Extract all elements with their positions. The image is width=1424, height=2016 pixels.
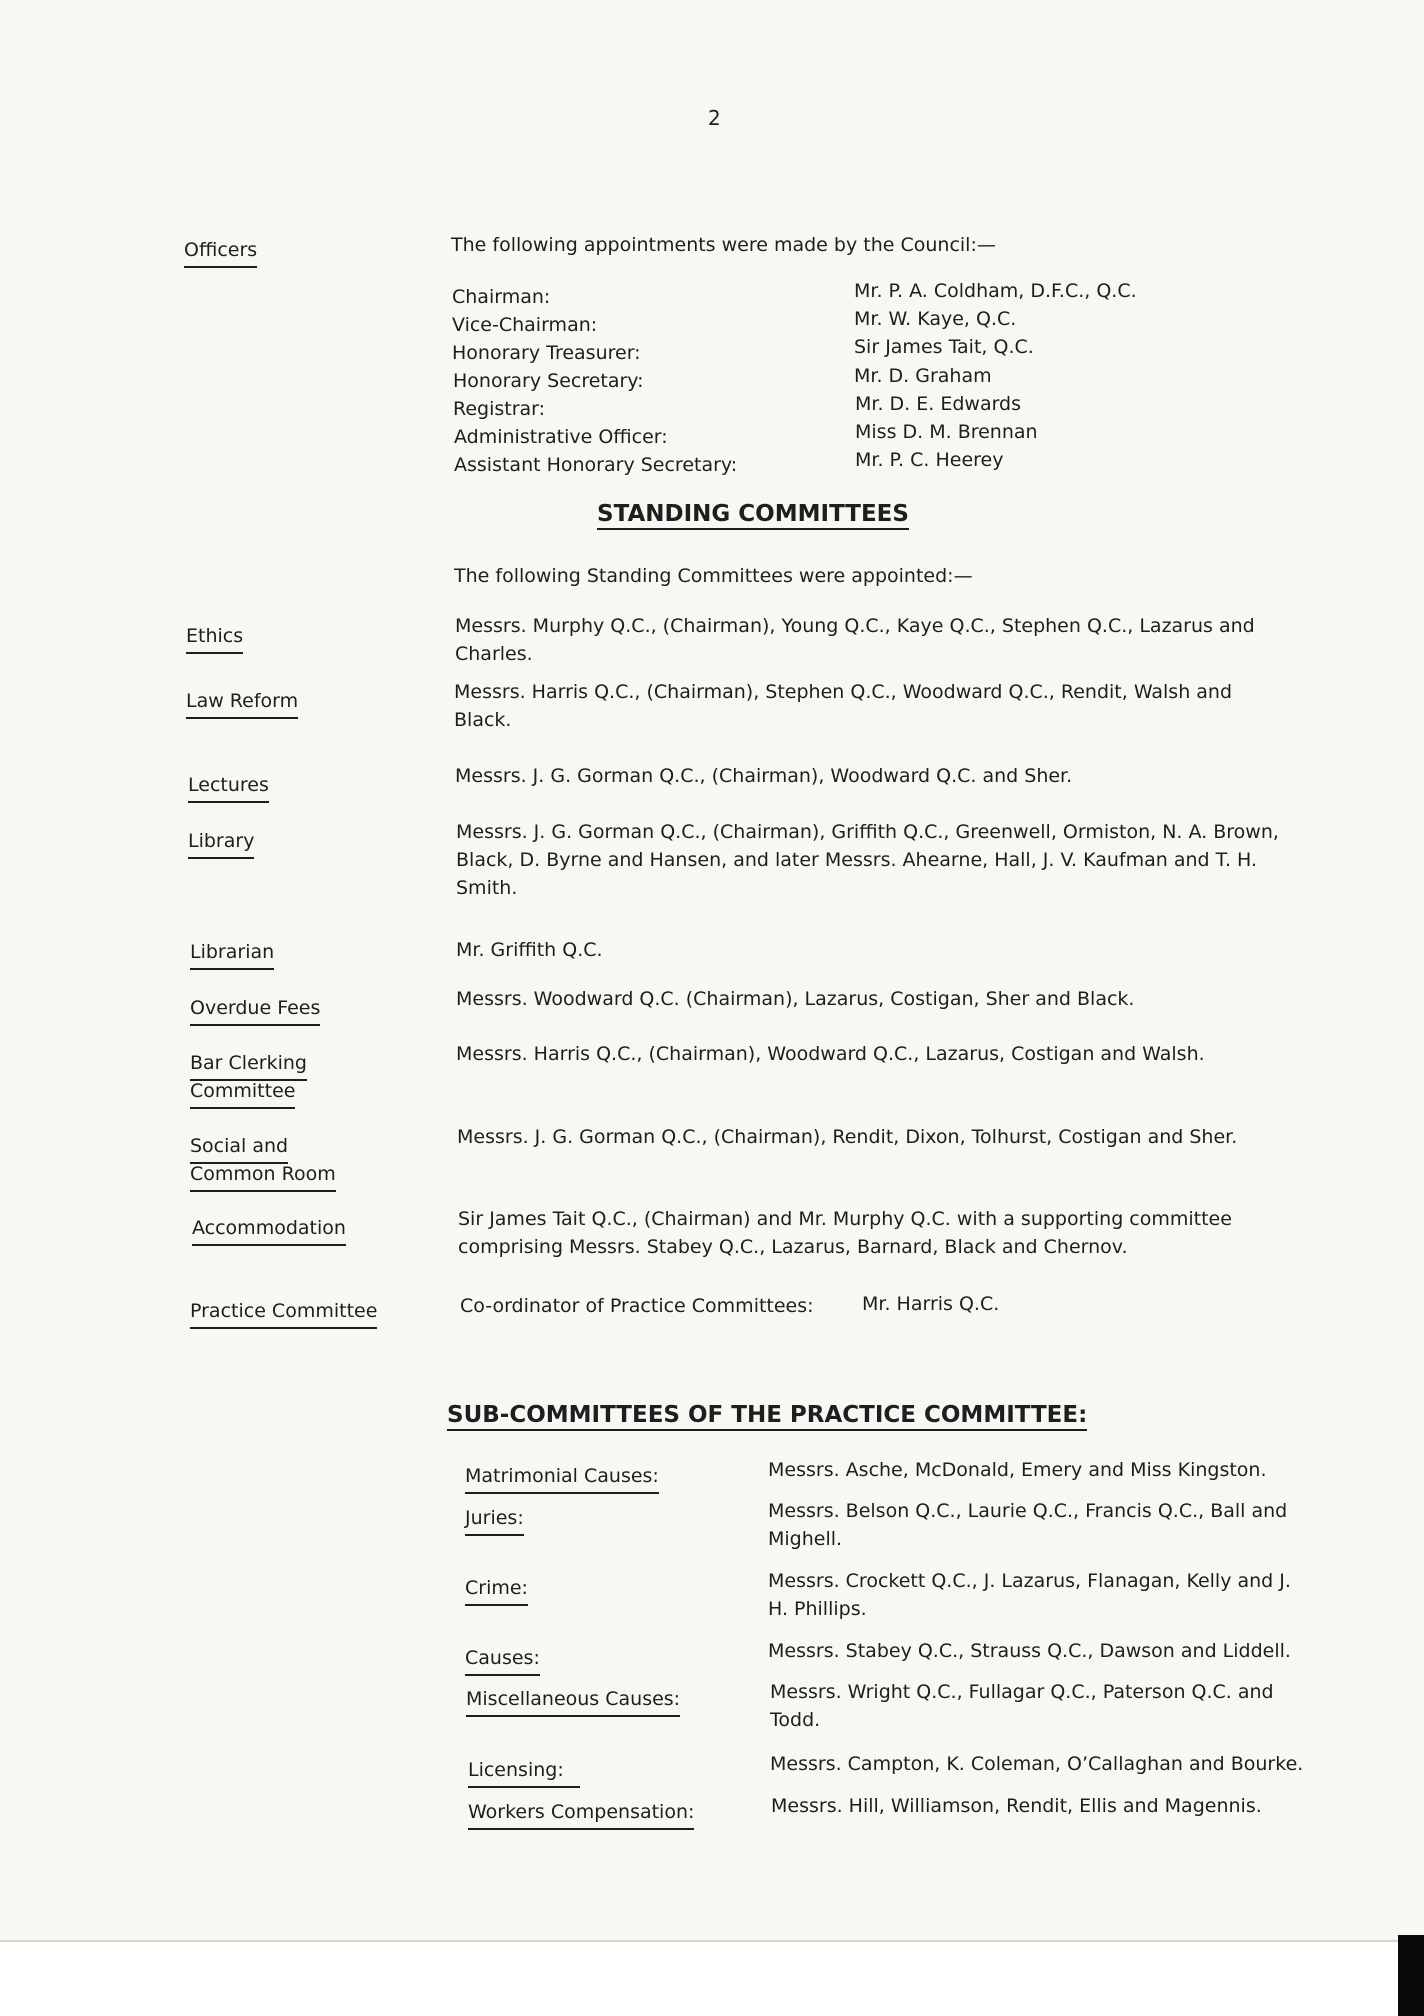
practice-coordinator-name: Mr. Harris Q.C. (862, 1293, 1000, 1315)
committee-label-librarian: Librarian (190, 939, 274, 970)
sub-committees-heading: SUB-COMMITTEES OF THE PRACTICE COMMITTEE: (447, 1402, 1087, 1431)
committee-members-law-reform: Messrs. Harris Q.C., (Chairman), Stephen Q.C., Woodward Q.C., Rendit, Walsh and Black. (454, 681, 1233, 731)
officer-title: Assistant Honorary Secretary: (454, 454, 738, 476)
committee-label-overdue-fees: Overdue Fees (190, 995, 320, 1026)
sub-members-causes: Messrs. Stabey Q.C., Strauss Q.C., Dawson and Liddell. (768, 1640, 1291, 1662)
committee-members-bar-clerking: Messrs. Harris Q.C., (Chairman), Woodward Q.C., Lazarus, Costigan and Walsh. (456, 1043, 1205, 1065)
sub-label-licensing: Licensing: (468, 1757, 580, 1788)
committee-members-librarian: Mr. Griffith Q.C. (456, 939, 603, 961)
sub-label-crime: Crime: (465, 1575, 528, 1606)
committee-members-library: Messrs. J. G. Gorman Q.C., (Chairman), Griffith Q.C., Greenwell, Ormiston, N. A. Brown, Black, D. Byrne and Hansen, and later Messrs. Ahearne, Hall, J. V. Kaufman and T. H. Smith. (456, 821, 1279, 899)
sub-members-miscellaneous: Messrs. Wright Q.C., Fullagar Q.C., Paterson Q.C. and Todd. (770, 1681, 1274, 1731)
committee-label-social-line2: Common Room (190, 1161, 336, 1192)
officer-name: Mr. P. C. Heerey (855, 449, 1004, 471)
committee-label-ethics: Ethics (186, 623, 243, 654)
committee-label-law-reform: Law Reform (186, 688, 298, 719)
officers-label: Officers (184, 237, 257, 268)
officer-name: Mr. W. Kaye, Q.C. (854, 308, 1017, 330)
sub-members-crime: Messrs. Crockett Q.C., J. Lazarus, Flanagan, Kelly and J. H. Phillips. (768, 1570, 1291, 1620)
sub-members-juries: Messrs. Belson Q.C., Laurie Q.C., Francis Q.C., Ball and Mighell. (768, 1500, 1288, 1550)
officers-intro: The following appointments were made by the Council:— (451, 234, 996, 256)
committee-members-overdue-fees: Messrs. Woodward Q.C. (Chairman), Lazarus, Costigan, Sher and Black. (456, 988, 1135, 1010)
practice-coordinator-label: Co-ordinator of Practice Committees: (460, 1295, 814, 1317)
officer-title: Honorary Secretary: (453, 370, 644, 392)
committee-members-accommodation: Sir James Tait Q.C., (Chairman) and Mr. Murphy Q.C. with a supporting committee comprising Messrs. Stabey Q.C., Lazarus, Barnard, Black and Chernov. (458, 1208, 1232, 1258)
sub-label-miscellaneous: Miscellaneous Causes: (466, 1686, 680, 1717)
committee-members-social: Messrs. J. G. Gorman Q.C., (Chairman), Rendit, Dixon, Tolhurst, Costigan and Sher. (457, 1126, 1238, 1148)
officer-name: Sir James Tait, Q.C. (854, 336, 1034, 358)
committee-label-social: Social and (190, 1133, 288, 1164)
committee-label-bar-clerking-line2: Committee (190, 1078, 295, 1109)
standing-intro: The following Standing Committees were appointed:— (454, 565, 973, 587)
sub-label-causes: Causes: (465, 1645, 540, 1676)
committee-label-lectures: Lectures (188, 772, 269, 803)
committee-label-library: Library (188, 828, 254, 859)
sub-members-licensing: Messrs. Campton, K. Coleman, O’Callaghan and Bourke. (770, 1753, 1304, 1775)
committee-members-ethics: Messrs. Murphy Q.C., (Chairman), Young Q.C., Kaye Q.C., Stephen Q.C., Lazarus and Charles. (455, 615, 1255, 665)
officer-title: Vice-Chairman: (452, 314, 598, 336)
sub-members-workers-compensation: Messrs. Hill, Williamson, Rendit, Ellis and Magennis. (771, 1795, 1262, 1817)
officer-title: Administrative Officer: (454, 426, 668, 448)
sub-label-workers-compensation: Workers Compensation: (468, 1799, 694, 1830)
committee-label-practice: Practice Committee (190, 1298, 377, 1329)
officer-name: Mr. P. A. Coldham, D.F.C., Q.C. (854, 280, 1137, 302)
officer-title: Honorary Treasurer: (452, 342, 641, 364)
page-number: 2 (708, 106, 721, 130)
officer-title: Chairman: (452, 286, 551, 308)
sub-label-matrimonial: Matrimonial Causes: (465, 1463, 659, 1494)
committee-label-accommodation: Accommodation (192, 1215, 346, 1246)
sub-label-juries: Juries: (465, 1505, 524, 1536)
officer-name: Mr. D. Graham (854, 365, 992, 387)
standing-committees-heading: STANDING COMMITTEES (597, 501, 909, 530)
committee-label-bar-clerking: Bar Clerking (190, 1050, 307, 1081)
officer-name: Mr. D. E. Edwards (855, 393, 1022, 415)
sub-members-matrimonial: Messrs. Asche, McDonald, Emery and Miss Kingston. (768, 1459, 1267, 1481)
scan-edge-shadow (1398, 1935, 1424, 2016)
committee-members-lectures: Messrs. J. G. Gorman Q.C., (Chairman), Woodward Q.C. and Sher. (455, 765, 1073, 787)
officer-name: Miss D. M. Brennan (855, 421, 1038, 443)
officer-title: Registrar: (453, 398, 546, 420)
